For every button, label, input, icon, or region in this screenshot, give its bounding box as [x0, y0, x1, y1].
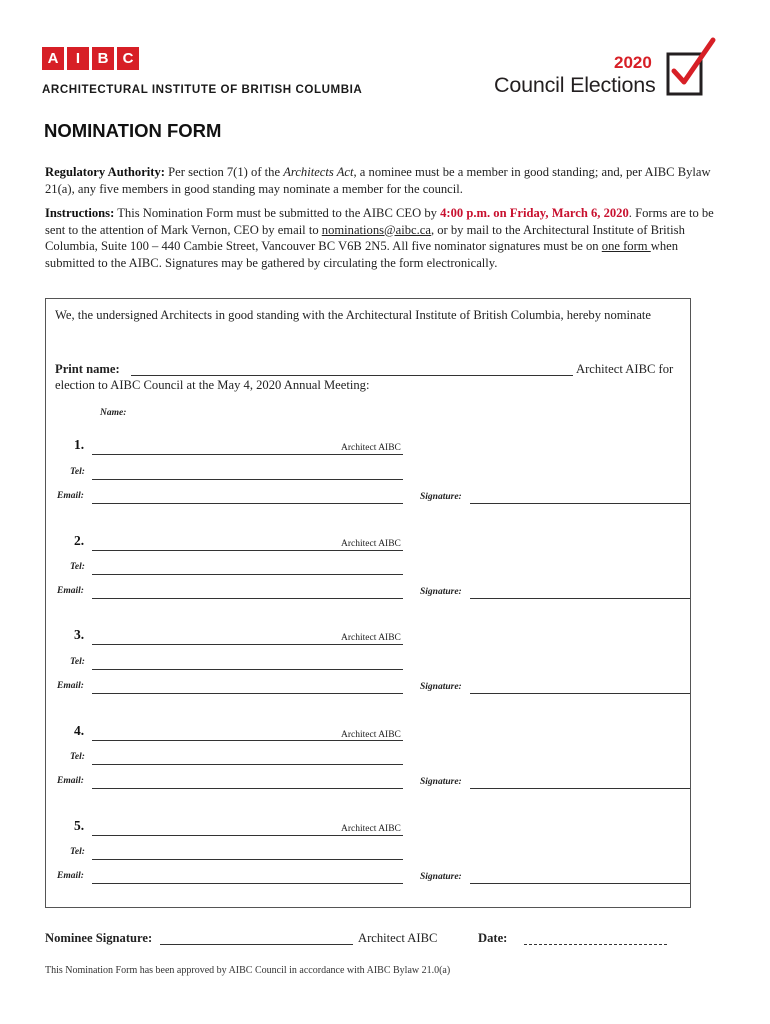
nominator-tel-field[interactable]: [92, 479, 403, 480]
regulatory-paragraph: [45, 164, 730, 197]
tel-label: Tel:: [70, 847, 85, 857]
nominator-number: 1.: [74, 437, 85, 452]
nominator-name-field[interactable]: [92, 835, 403, 836]
nominator-tel-field[interactable]: [92, 669, 403, 670]
tel-label: Tel:: [70, 752, 85, 762]
instructions-text: . Forms are to be sent to the attention of Mark Vernon, CEO by email to: [45, 206, 714, 237]
signature-label: Signature:: [420, 872, 462, 882]
instructions-text: , or by mail to the Architectural Institute of British Columbia, Suite 100 – 440 Cambie Street, Vancouver BC V6B 2N5. All five nominator signatures must be on: [45, 222, 685, 253]
regulatory-text: Per section 7(1) of the: [164, 165, 284, 179]
tel-label: Tel:: [70, 657, 85, 667]
form-title: NOMINATION FORM: [44, 120, 222, 141]
organization-name: ARCHITECTURAL INSTITUTE OF BRITISH COLUMBIA: [42, 83, 363, 96]
architect-label: Architect AIBC: [341, 730, 401, 740]
print-name-field[interactable]: [131, 375, 573, 376]
nominee-signature-field[interactable]: [160, 944, 353, 945]
instructions-paragraph: [45, 205, 730, 271]
email-label: Email:: [57, 776, 84, 786]
nominator-email-field[interactable]: [92, 693, 403, 694]
one-form-emphasis: one form: [601, 239, 651, 253]
architect-label: Architect AIBC: [341, 633, 401, 643]
aibc-logo: [42, 47, 139, 70]
nominator-email-field[interactable]: [92, 503, 403, 504]
print-name-label: Print name:: [55, 362, 120, 376]
footer-note: This Nomination Form has been approved by AIBC Council in accordance with AIBC Bylaw 21.0(a): [45, 965, 451, 976]
nominator-signature-field[interactable]: [470, 883, 690, 884]
logo-letter: A: [42, 47, 64, 70]
email-label: Email:: [57, 681, 84, 691]
nominator-number: 5.: [74, 818, 85, 833]
nominator-signature-field[interactable]: [470, 693, 690, 694]
nominator-tel-field[interactable]: [92, 859, 403, 860]
nominator-tel-field[interactable]: [92, 764, 403, 765]
tel-label: Tel:: [70, 467, 85, 477]
date-label: Date:: [478, 931, 508, 945]
signature-label: Signature:: [420, 682, 462, 692]
nominator-number: 3.: [74, 627, 85, 642]
nominee-signature-label: Nominee Signature:: [45, 931, 153, 945]
nominator-number: 4.: [74, 723, 85, 738]
nominations-email-link[interactable]: nominations@aibc.ca: [321, 222, 431, 237]
deadline: 4:00 p.m. on Friday, March 6, 2020: [440, 206, 629, 220]
name-column-header: Name:: [100, 408, 127, 418]
architect-label: Architect AIBC: [341, 443, 401, 453]
election-title: Council Elections: [494, 73, 656, 97]
nominator-signature-field[interactable]: [470, 503, 690, 504]
nominator-signature-field[interactable]: [470, 788, 690, 789]
email-label: Email:: [57, 491, 84, 501]
act-name: Architects Act: [283, 165, 354, 179]
nominee-architect-label: Architect AIBC: [358, 931, 438, 945]
checkbox-check-icon: [663, 34, 719, 100]
nominator-name-field[interactable]: [92, 740, 403, 741]
date-field[interactable]: [524, 944, 667, 945]
email-label: Email:: [57, 586, 84, 596]
logo-letter: C: [117, 47, 139, 70]
signature-label: Signature:: [420, 777, 462, 787]
regulatory-label: Regulatory Authority:: [45, 165, 165, 179]
nominator-name-field[interactable]: [92, 454, 403, 455]
instructions-text: when submitted to the AIBC. Signatures may be gathered by circulating the form electronically.: [45, 239, 679, 270]
architect-label: Architect AIBC: [341, 824, 401, 834]
nominator-email-field[interactable]: [92, 598, 403, 599]
tel-label: Tel:: [70, 562, 85, 572]
nominator-number: 2.: [74, 533, 85, 548]
logo-letter: I: [67, 47, 89, 70]
signature-label: Signature:: [420, 587, 462, 597]
election-year: 2020: [614, 53, 652, 72]
regulatory-text: , a nominee must be a member in good standing; and, per AIBC Bylaw 21(a), any five members in good standing may nominate a member for the council.: [45, 165, 711, 196]
instructions-text: This Nomination Form must be submitted to the AIBC CEO by: [114, 206, 441, 220]
nominator-email-field[interactable]: [92, 883, 403, 884]
print-name-suffix: Architect AIBC for: [576, 362, 674, 376]
election-text: election to AIBC Council at the May 4, 2020 Annual Meeting:: [55, 378, 370, 392]
logo-letter: B: [92, 47, 114, 70]
nominator-name-field[interactable]: [92, 644, 403, 645]
architect-label: Architect AIBC: [341, 539, 401, 549]
signature-label: Signature:: [420, 492, 462, 502]
instructions-label: Instructions:: [45, 206, 115, 220]
nomination-intro: We, the undersigned Architects in good standing with the Architectural Institute of British Columbia, hereby nominate: [55, 308, 652, 322]
email-label: Email:: [57, 871, 84, 881]
nominator-signature-field[interactable]: [470, 598, 690, 599]
nominator-email-field[interactable]: [92, 788, 403, 789]
nominator-tel-field[interactable]: [92, 574, 403, 575]
nominator-name-field[interactable]: [92, 550, 403, 551]
